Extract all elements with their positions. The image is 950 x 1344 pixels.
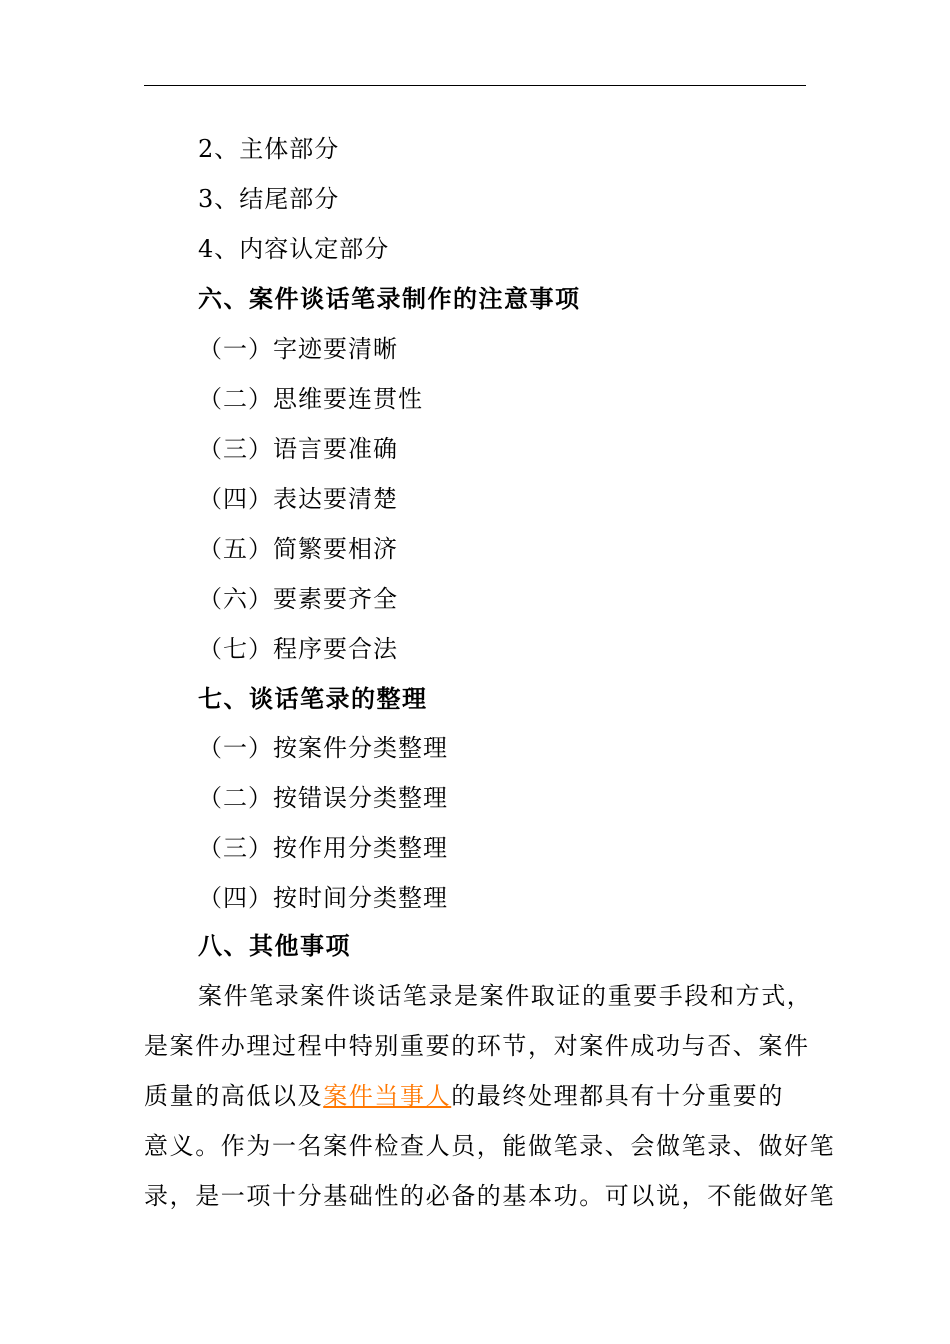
sec7-item: （三）按作用分类整理 [198, 834, 448, 862]
paragraph-line: 意义。作为一名案件检查人员，能做笔录、会做笔录、做好笔 [144, 1132, 836, 1160]
section-heading-8: 八、其他事项 [198, 931, 351, 960]
sec6-item: （二）思维要连贯性 [198, 385, 423, 413]
paragraph-line: 案件笔录案件谈话笔录是案件取证的重要手段和方式， [198, 982, 813, 1010]
sec7-item: （一）按案件分类整理 [198, 734, 448, 762]
sec6-item: （七）程序要合法 [198, 635, 398, 663]
paragraph-text: 质量的高低以及 [144, 1082, 324, 1110]
sec6-item: （三）语言要准确 [198, 435, 398, 463]
header-rule [144, 85, 806, 86]
section-heading-6: 六、案件谈话笔录制作的注意事项 [198, 284, 581, 313]
body-paragraph [144, 971, 836, 1221]
sec7-item: （二）按错误分类整理 [198, 784, 448, 812]
paragraph-line [144, 1071, 808, 1121]
list-item-ending-part: 3、结尾部分 [198, 185, 340, 213]
sec6-item: （五）简繁要相济 [198, 535, 398, 563]
list-item-main-part: 2、主体部分 [198, 135, 340, 163]
sec6-item: （四）表达要清楚 [198, 485, 398, 513]
section-heading-7: 七、谈话笔录的整理 [198, 684, 428, 713]
paragraph-line: 是案件办理过程中特别重要的环节，对案件成功与否、案件 [144, 1032, 810, 1060]
sec7-item: （四）按时间分类整理 [198, 884, 448, 912]
case-party-link[interactable]: 案件当事人 [323, 1082, 452, 1110]
paragraph-text: 的最终处理都具有十分重要的 [451, 1082, 785, 1110]
sec6-item: （一）字迹要清晰 [198, 335, 398, 363]
sec6-item: （六）要素要齐全 [198, 585, 398, 613]
paragraph-line: 录，是一项十分基础性的必备的基本功。可以说，不能做好笔 [144, 1182, 836, 1210]
list-item-content-confirmation: 4、内容认定部分 [198, 235, 390, 263]
